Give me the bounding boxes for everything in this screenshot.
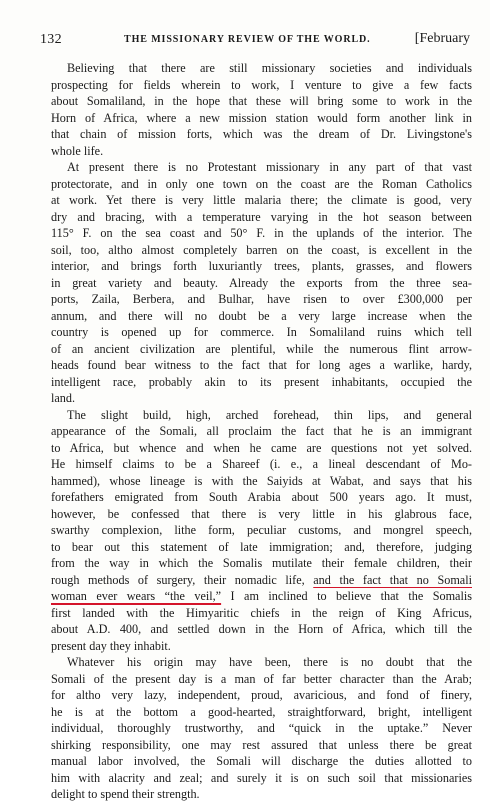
text-line xyxy=(51,506,472,523)
text-line xyxy=(51,192,472,209)
line-text: ports, Zaila, Berbera, and Bulhar, have risen to over £300,000 per xyxy=(51,292,472,306)
text-line xyxy=(51,555,472,572)
line-text: At present there is no Protestant missionary in any part of that vast xyxy=(67,160,472,174)
line-text: to Africa, but whence and when he came are questions not yet solved. xyxy=(51,440,472,455)
text-line xyxy=(51,159,472,176)
text-line xyxy=(51,374,472,391)
text-line xyxy=(51,605,472,622)
text-line xyxy=(51,539,472,556)
line-text: about Somaliland, in the hope that these will bring some to work in the xyxy=(51,94,472,108)
text-line xyxy=(51,770,472,787)
text-line xyxy=(51,588,472,605)
line-text-continued: I am inclined to believe that the Somalis xyxy=(221,589,472,603)
text-line xyxy=(51,291,472,308)
text-line xyxy=(51,572,472,589)
text-line xyxy=(51,126,472,143)
text-line xyxy=(51,275,472,292)
text-line xyxy=(51,440,472,457)
line-text: prospecting for fields wherein to work, I venture to give a few facts xyxy=(51,77,472,92)
line-text: The slight build, high, arched forehead, thin lips, and general xyxy=(67,407,472,422)
line-text: Horn of Africa, where a new mission station would form another link in xyxy=(51,110,472,125)
text-line xyxy=(51,687,472,704)
text-line xyxy=(51,357,472,374)
line-text: delight to spend their strength. xyxy=(51,787,200,801)
line-text: for altho very lazy, independent, proud, avaricious, and fond of finery, xyxy=(51,688,472,702)
line-text: rough methods of surgery, their nomadic life, xyxy=(51,572,314,587)
line-text: whole life. xyxy=(51,143,104,158)
line-text: swarthy complexion, lithe form, peculiar customs, and mongrel speech, xyxy=(51,523,472,537)
line-text: heads found bear witness to the fact that for long ages a warlike, hardy, xyxy=(51,358,472,372)
line-text: first landed with the Himyaritic chiefs in the reign of King Africus, xyxy=(51,605,472,620)
line-text: He himself claims to be a Shareef (i. e., a lineal descendant of Mo- xyxy=(51,457,472,471)
line-text: hammed), whose lineage is with the Saiyids at Wabat, and says that his xyxy=(51,473,472,488)
text-line xyxy=(51,621,472,638)
text-line xyxy=(51,225,472,242)
text-line xyxy=(51,258,472,275)
text-line xyxy=(51,407,472,424)
text-line xyxy=(51,242,472,259)
line-text: soil, too, altho almost completely barren on the coast, is excellent in the xyxy=(51,242,472,257)
text-line xyxy=(51,737,472,754)
journal-title: THE MISSIONARY REVIEW OF THE WORLD. xyxy=(124,34,371,45)
line-text: interior, and brings forth luxuriantly trees, plants, grasses, and flowers xyxy=(51,259,472,273)
line-text: manual labor involved, the Somali will discharge the duties allotted to xyxy=(51,754,472,768)
line-text: from the way in which the Somalis mutilate their female children, their xyxy=(51,556,472,570)
text-line xyxy=(51,110,472,127)
text-line xyxy=(51,77,472,94)
text-line xyxy=(51,473,472,490)
line-text: that chain of mission forts, which was the dream of Dr. Livingstone's xyxy=(51,127,472,141)
text-line xyxy=(51,209,472,226)
line-text: present day they inhabit. xyxy=(51,638,171,653)
text-line xyxy=(51,341,472,358)
line-text: land. xyxy=(51,391,76,405)
line-text: Somali of the present day is a man of far better character than the Arab; xyxy=(51,671,472,686)
text-line xyxy=(51,720,472,737)
line-text: intelligent race, probably akin to its present inhabitants, occupied the xyxy=(51,374,472,389)
text-line xyxy=(51,456,472,473)
line-text: 115° F. on the sea coast and 50° F. in the uplands of the interior. The xyxy=(51,226,472,240)
text-line xyxy=(51,654,472,671)
line-text: annum, and there will no doubt be a very large increase when the xyxy=(51,308,472,323)
line-text: however, be confessed that there is very little in his glabrous face, xyxy=(51,506,472,521)
text-line xyxy=(51,308,472,325)
text-line xyxy=(51,753,472,770)
line-text: individual, thoroughly trustworthy, and “quick in the uptake.” Never xyxy=(51,721,472,735)
text-line xyxy=(51,93,472,110)
line-text: country is opened up for commerce. In Somaliland ruins which tell xyxy=(51,325,472,339)
text-line xyxy=(51,143,472,160)
text-line xyxy=(51,638,472,655)
text-line xyxy=(51,704,472,721)
line-text: in great variety and beauty. Already the exports from the three sea- xyxy=(51,275,472,290)
line-text: of an ancient civilization are plentiful, while the numerous flint arrow- xyxy=(51,341,472,356)
issue-month: [February xyxy=(414,31,470,46)
line-text: at work. Yet there is very little malaria there; the climate is good, very xyxy=(51,193,472,207)
line-text: Believing that there are still missionary societies and individuals xyxy=(67,61,472,75)
running-header xyxy=(40,30,470,50)
text-line xyxy=(51,176,472,193)
line-text: appearance of the Somali, all proclaim the fact that he is an immigrant xyxy=(51,424,472,438)
article-body xyxy=(51,60,472,803)
text-line xyxy=(51,390,472,407)
red-underlined-text: and the fact that no Somali xyxy=(313,572,472,587)
text-line xyxy=(51,671,472,688)
text-line xyxy=(51,522,472,539)
line-text: forefathers emigrated from South Arabia about 500 years ago. It must, xyxy=(51,490,472,504)
text-line xyxy=(51,786,472,803)
line-text: to bear out this statement of late immigration; and, therefore, judging xyxy=(51,539,472,554)
page-number: 132 xyxy=(40,32,62,47)
text-line xyxy=(51,423,472,440)
text-line xyxy=(51,489,472,506)
line-text: shirking responsibility, one may rest assured that unless there be great xyxy=(51,737,472,752)
line-text: he is at the bottom a good-hearted, straightforward, bright, intelligent xyxy=(51,704,472,719)
text-line xyxy=(51,60,472,77)
line-text: protectorate, and in only one town on the coast are the Roman Catholics xyxy=(51,176,472,191)
line-text: about A.D. 400, and settled down in the Horn of Africa, which till the xyxy=(51,622,472,636)
red-underlined-text: woman ever wears “the veil,” xyxy=(51,589,222,603)
line-text: dry and bracing, with a temperature varying in the hot season between xyxy=(51,209,472,224)
line-text: Whatever his origin may have been, there is no doubt that the xyxy=(67,655,472,669)
text-line xyxy=(51,324,472,341)
line-text: him with alacrity and zeal; and surely it is on such soil that missionaries xyxy=(51,770,472,785)
